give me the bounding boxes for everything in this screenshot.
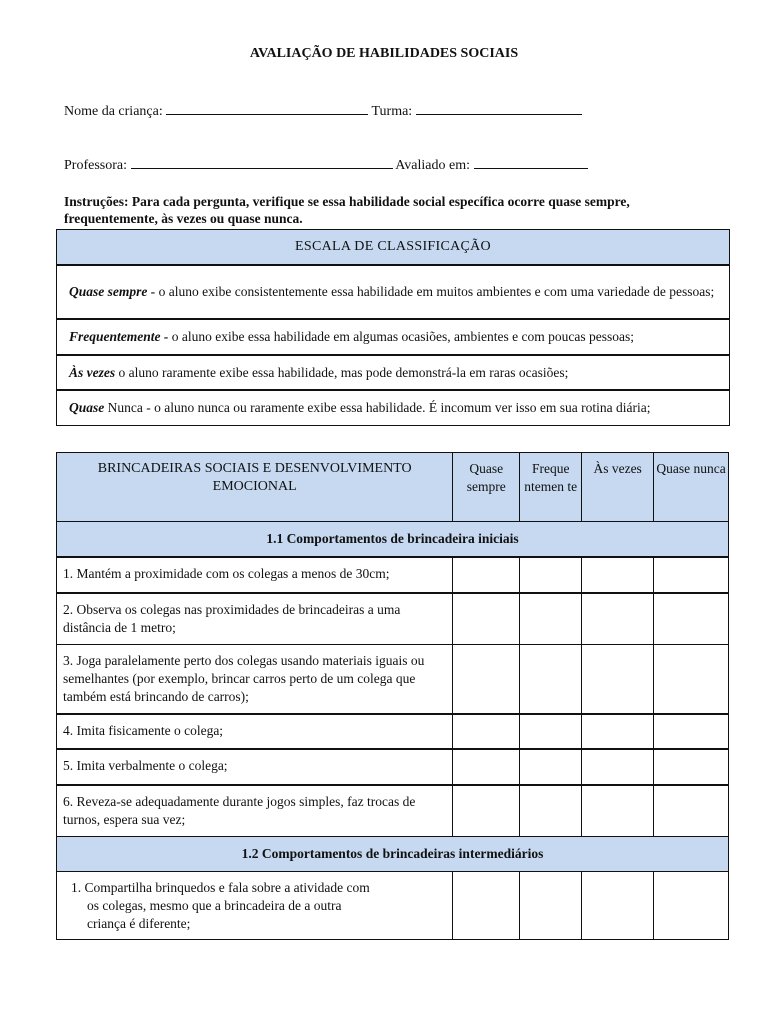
rating-cell-frequentemente[interactable] (520, 644, 582, 714)
rating-cell-quase-nunca[interactable] (654, 557, 729, 593)
skill-description: 2. Observa os colegas nas proximidades de brincadeiras a uma distância de 1 metro; (57, 593, 453, 644)
section-header-row (57, 522, 729, 558)
table-row (57, 785, 729, 836)
skill-description: 6. Reveza-se adequadamente durante jogos simples, faz trocas de turnos, espera sua vez; (57, 785, 453, 836)
rating-cell-quase-nunca[interactable] (654, 785, 729, 836)
section-title: 1.1 Comportamentos de brincadeira iniciais (57, 522, 729, 558)
rating-cell-frequentemente[interactable] (520, 785, 582, 836)
rating-cell-frequentemente[interactable] (520, 557, 582, 593)
skill-description: 3. Joga paralelamente perto dos colegas usando materiais iguais ou semelhantes (por exemplo, brincar carros perto de um colega que também está brincando de carros); (57, 644, 453, 714)
rating-cell-quase-nunca[interactable] (654, 871, 729, 939)
rating-cell-quase-nunca[interactable] (654, 714, 729, 749)
skill-description-line: criança é diferente; (87, 915, 191, 931)
rating-cell-quase-sempre[interactable] (453, 714, 520, 749)
rating-cell-as-vezes[interactable] (582, 714, 654, 749)
rating-cell-frequentemente[interactable] (520, 749, 582, 785)
rating-cell-frequentemente[interactable] (520, 871, 582, 939)
teacher-date-row (64, 154, 588, 174)
scale-term: Quase (69, 400, 105, 415)
rating-cell-as-vezes[interactable] (582, 785, 654, 836)
rating-cell-quase-sempre[interactable] (453, 785, 520, 836)
rating-cell-frequentemente[interactable] (520, 593, 582, 644)
rating-cell-quase-sempre[interactable] (453, 644, 520, 714)
scale-term: Frequentemente - (69, 329, 169, 344)
table-row (57, 749, 729, 785)
table-header-row (57, 453, 729, 522)
rating-cell-as-vezes[interactable] (582, 749, 654, 785)
teacher-field[interactable] (131, 154, 393, 169)
rating-cell-as-vezes[interactable] (582, 644, 654, 714)
child-class-row (64, 100, 582, 120)
class-label: Turma: (371, 104, 413, 119)
page-title: AVALIAÇÃO DE HABILIDADES SOCIAIS (249, 46, 519, 61)
scale-description: o aluno raramente exibe essa habilidade, mas pode demonstrá-la em raras ocasiões; (115, 364, 569, 380)
skill-description: 4. Imita fisicamente o colega; (57, 714, 453, 749)
evaluated-on-label: Avaliado em: (395, 158, 471, 173)
scale-row (57, 265, 730, 319)
instructions-text: Instruções: Para cada pergunta, verifique se essa habilidade social específica ocorre quase sempre, frequentemente, às vezes ou quase nunca. (64, 194, 630, 226)
scale-description: o aluno exibe essa habilidade em algumas ocasiões, ambientes e com poucas pessoas; (168, 329, 634, 344)
table-row (57, 871, 729, 939)
rating-scale-table (56, 229, 730, 426)
skill-description: 1. Mantém a proximidade com os colegas a menos de 30cm; (57, 557, 453, 593)
scale-term: Às vezes (69, 364, 116, 380)
rating-cell-as-vezes[interactable] (582, 557, 654, 593)
rating-cell-quase-sempre[interactable] (453, 557, 520, 593)
teacher-label: Professora: (64, 158, 127, 173)
skill-description-line: os colegas, mesmo que a brincadeira de a outra (87, 897, 342, 913)
rating-cell-frequentemente[interactable] (520, 714, 582, 749)
evaluated-on-field[interactable] (474, 154, 588, 169)
column-header: Quase sempre (453, 453, 520, 522)
rating-cell-as-vezes[interactable] (582, 593, 654, 644)
skill-description-line: 1. Compartilha brinquedos e fala sobre a atividade com (71, 879, 370, 895)
scale-description: Nunca - o aluno nunca ou raramente exibe essa habilidade. É incomum ver isso em sua rotina diária; (104, 400, 651, 415)
rating-cell-quase-nunca[interactable] (654, 593, 729, 644)
table-row (57, 644, 729, 714)
child-name-field[interactable] (166, 100, 368, 115)
section-title: 1.2 Comportamentos de brincadeiras intermediários (57, 836, 729, 871)
scale-row (57, 319, 730, 355)
rating-cell-quase-sempre[interactable] (453, 593, 520, 644)
scale-row (57, 355, 730, 390)
child-name-label: Nome da criança: (64, 104, 163, 119)
skills-table-header: BRINCADEIRAS SOCIAIS E DESENVOLVIMENTO EMOCIONAL (57, 453, 453, 522)
table-row (57, 557, 729, 593)
social-skills-table (56, 452, 729, 940)
table-row (57, 714, 729, 749)
column-header: Freque ntemen te (520, 453, 582, 522)
rating-cell-quase-sempre[interactable] (453, 871, 520, 939)
column-header: Quase nunca (654, 453, 729, 522)
rating-cell-quase-nunca[interactable] (654, 644, 729, 714)
skill-description (57, 871, 453, 939)
scale-row (57, 390, 730, 426)
rating-cell-quase-nunca[interactable] (654, 749, 729, 785)
rating-cell-as-vezes[interactable] (582, 871, 654, 939)
class-field[interactable] (416, 100, 582, 115)
rating-scale-title: ESCALA DE CLASSIFICAÇÃO (57, 230, 730, 266)
rating-cell-quase-sempre[interactable] (453, 749, 520, 785)
section-header-row (57, 836, 729, 871)
skill-description: 5. Imita verbalmente o colega; (57, 749, 453, 785)
table-row (57, 593, 729, 644)
scale-description: o aluno exibe consistentemente essa habilidade em muitos ambientes e com uma variedade de pessoas; (155, 284, 715, 299)
scale-term: Quase sempre - (69, 284, 156, 299)
column-header: Às vezes (582, 453, 654, 522)
